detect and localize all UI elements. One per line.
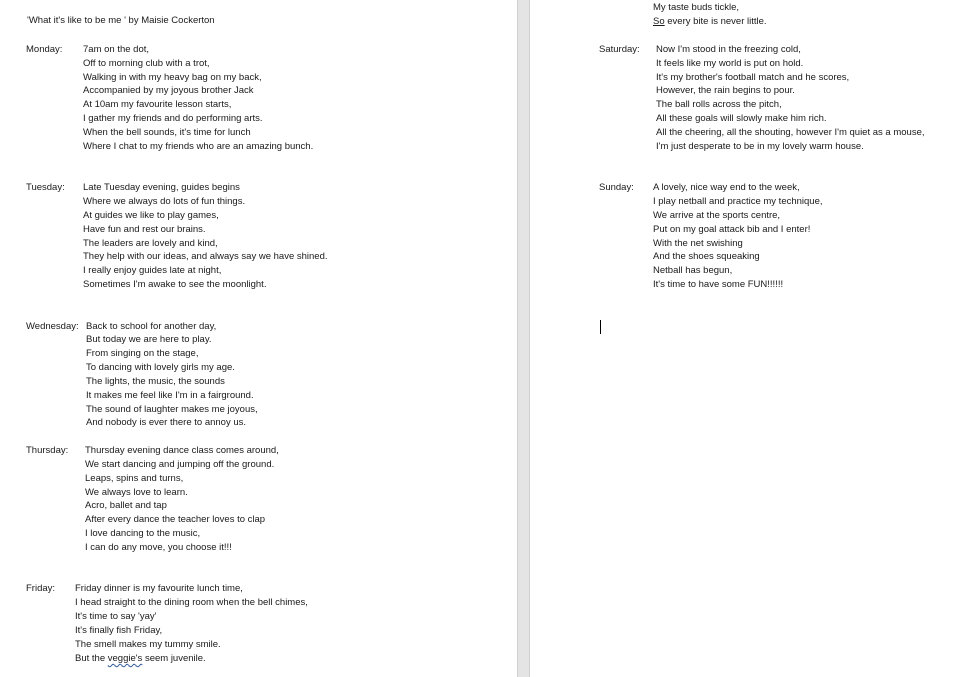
saturday-line: The ball rolls across the pitch, xyxy=(656,99,782,110)
friday-line-text: every bite is never little. xyxy=(664,16,767,27)
document-page-right[interactable] xyxy=(530,0,962,677)
tuesday-line: Late Tuesday evening, guides begins xyxy=(83,182,240,193)
monday-line: I gather my friends and do performing arts. xyxy=(83,113,263,124)
tuesday-line: They help with our ideas, and always say we have shined. xyxy=(83,251,328,262)
thursday-line: I love dancing to the music, xyxy=(85,528,201,539)
thursday-line: After every dance the teacher loves to clap xyxy=(85,514,266,525)
poem-title: 'What it's like to be me ' by Maisie Cockerton xyxy=(27,15,215,26)
tuesday-line: At guides we like to play games, xyxy=(83,210,219,221)
monday-line: Where I chat to my friends who are an amazing bunch. xyxy=(83,141,314,152)
grammar-flagged-word[interactable]: So xyxy=(653,16,665,27)
wednesday-line: The lights, the music, the sounds xyxy=(86,376,225,387)
friday-line: Friday dinner is my favourite lunch time, xyxy=(75,583,243,594)
wednesday-label: Wednesday: xyxy=(26,321,79,332)
tuesday-line: Sometimes I'm awake to see the moonlight. xyxy=(83,279,267,290)
saturday-line: However, the rain begins to pour. xyxy=(656,85,795,96)
thursday-line: Acro, ballet and tap xyxy=(85,500,167,511)
sunday-line: Netball has begun, xyxy=(653,265,733,276)
monday-line: At 10am my favourite lesson starts, xyxy=(83,99,232,110)
thursday-label: Thursday: xyxy=(26,445,69,456)
wednesday-line: To dancing with lovely girls my age. xyxy=(86,362,235,373)
tuesday-line: The leaders are lovely and kind, xyxy=(83,238,218,249)
saturday-line: All these goals will slowly make him rich. xyxy=(656,113,827,124)
sunday-line: Put on my goal attack bib and I enter! xyxy=(653,224,811,235)
sunday-line: I play netball and practice my technique, xyxy=(653,196,823,207)
saturday-line: It's my brother's football match and he scores, xyxy=(656,72,850,83)
wednesday-line: Back to school for another day, xyxy=(86,321,217,332)
spelling-flagged-word[interactable]: veggie's xyxy=(107,653,143,664)
tuesday-line: I really enjoy guides late at night, xyxy=(83,265,222,276)
tuesday-line: Where we always do lots of fun things. xyxy=(83,196,246,207)
sunday-line: It's time to have some FUN!!!!!! xyxy=(653,279,784,290)
thursday-line: We always love to learn. xyxy=(85,487,188,498)
monday-line: When the bell sounds, it's time for lunch xyxy=(83,127,251,138)
friday-line: My taste buds tickle, xyxy=(653,2,740,13)
sunday-line: A lovely, nice way end to the week, xyxy=(653,182,800,193)
thursday-line: Thursday evening dance class comes around, xyxy=(85,445,279,456)
sunday-line: We arrive at the sports centre, xyxy=(653,210,781,221)
wednesday-line: The sound of laughter makes me joyous, xyxy=(86,404,258,415)
sunday-line: And the shoes squeaking xyxy=(653,251,760,262)
wednesday-line: And nobody is ever there to annoy us. xyxy=(86,417,247,428)
thursday-line: I can do any move, you choose it!!! xyxy=(85,542,232,553)
monday-line: 7am on the dot, xyxy=(83,44,150,55)
friday-line: It's time to say 'yay' xyxy=(75,611,157,622)
friday-line: The smell makes my tummy smile. xyxy=(75,639,221,650)
monday-label: Monday: xyxy=(26,44,63,55)
thursday-line: We start dancing and jumping off the ground. xyxy=(85,459,275,470)
monday-line: Accompanied by my joyous brother Jack xyxy=(83,85,254,96)
wednesday-line: It makes me feel like I'm in a fairground. xyxy=(86,390,254,401)
monday-line: Walking in with my heavy bag on my back, xyxy=(83,72,262,83)
text-cursor xyxy=(600,320,601,334)
saturday-line: All the cheering, all the shouting, however I'm quiet as a mouse, xyxy=(656,127,925,138)
saturday-line: It feels like my world is put on hold. xyxy=(656,58,804,69)
monday-line: Off to morning club with a trot, xyxy=(83,58,210,69)
friday-line-text: But the xyxy=(75,653,108,664)
tuesday-line: Have fun and rest our brains. xyxy=(83,224,206,235)
friday-label: Friday: xyxy=(26,583,56,594)
tuesday-label: Tuesday: xyxy=(26,182,65,193)
friday-line xyxy=(653,16,767,28)
wednesday-line: But today we are here to play. xyxy=(86,334,212,345)
wednesday-line: From singing on the stage, xyxy=(86,348,199,359)
friday-line-text: seem juvenile. xyxy=(142,653,206,664)
sunday-line: With the net swishing xyxy=(653,238,743,249)
saturday-line: I'm just desperate to be in my lovely warm house. xyxy=(656,141,864,152)
friday-line: I head straight to the dining room when the bell chimes, xyxy=(75,597,308,608)
thursday-line: Leaps, spins and turns, xyxy=(85,473,184,484)
sunday-label: Sunday: xyxy=(599,182,634,193)
saturday-label: Saturday: xyxy=(599,44,640,55)
saturday-line: Now I'm stood in the freezing cold, xyxy=(656,44,801,55)
page-gutter xyxy=(517,0,530,677)
friday-line xyxy=(75,653,206,665)
friday-line: It's finally fish Friday, xyxy=(75,625,163,636)
